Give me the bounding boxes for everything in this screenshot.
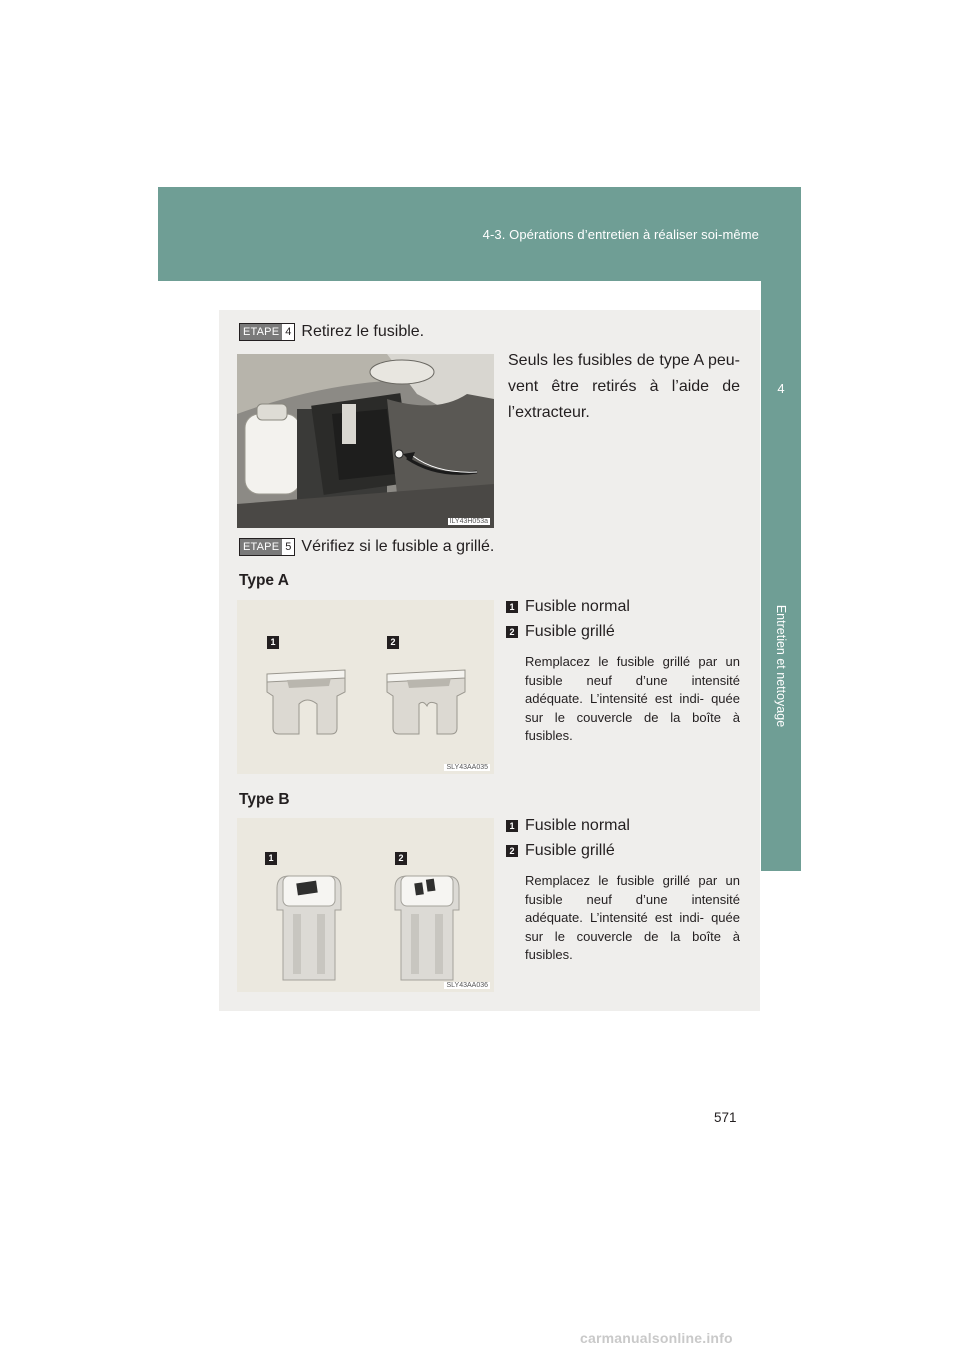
- engine-bay-photo: [237, 354, 494, 528]
- image-code: SLY43AA036: [446, 982, 488, 989]
- legend-number: 1: [506, 820, 518, 832]
- type-b-fuse-illustration: [237, 818, 494, 992]
- fuse-blown-graphic: [395, 876, 459, 980]
- legend-label: Fusible normal: [525, 816, 630, 834]
- chapter-side-tab: [761, 281, 801, 871]
- type-b-heading: Type B: [239, 791, 290, 808]
- figure-label: 1: [265, 852, 277, 865]
- fuse-normal-graphic: [277, 876, 341, 980]
- section-title: 4-3. Opérations d’entretien à réaliser soi-même: [482, 227, 759, 242]
- legend-number: 2: [506, 626, 518, 638]
- legend-item: [506, 838, 740, 863]
- chapter-number: 4: [777, 381, 785, 396]
- step-badge-label: ETAPE: [240, 324, 282, 340]
- type-a-fuse-figure: [237, 600, 494, 774]
- legend-item: [506, 619, 740, 644]
- step-badge-number: 4: [282, 324, 294, 340]
- type-a-heading: Type A: [239, 572, 289, 589]
- step-badge: [239, 323, 295, 341]
- step-5: [239, 538, 494, 556]
- chapter-label: Entretien et nettoyage: [774, 604, 788, 728]
- legend-note: Remplacez le fusible grillé par un fusible neuf d’une intensité adéquate. L’intensité est indi- quée sur le couvercle de la boîte à fusibles.: [525, 654, 740, 743]
- type-a-fuse-illustration: [237, 600, 494, 774]
- step-badge: [239, 538, 295, 556]
- header-band: [158, 187, 801, 281]
- image-code: SLY43AA035: [446, 764, 488, 771]
- legend-label: Fusible grillé: [525, 841, 615, 859]
- step-badge-number: 5: [282, 539, 294, 555]
- type-a-legend: [506, 594, 740, 746]
- legend-number: 2: [506, 845, 518, 857]
- step-badge-label: ETAPE: [240, 539, 282, 555]
- type-b-legend: [506, 813, 740, 965]
- legend-item: [506, 813, 740, 838]
- step-4: [239, 323, 424, 341]
- legend-item: [506, 594, 740, 619]
- type-b-fuse-figure: [237, 818, 494, 992]
- content-panel: [219, 310, 760, 1011]
- step-text: Retirez le fusible.: [301, 323, 425, 340]
- figure-label: 2: [395, 852, 407, 865]
- legend-label: Fusible grillé: [525, 622, 615, 640]
- engine-bay-illustration: [237, 354, 494, 528]
- step-text: Vérifiez si le fusible a grillé.: [301, 538, 495, 555]
- image-code: ILY43H053a: [449, 518, 488, 525]
- step-4-description: Seuls les fusibles de type A peu- vent être retirés à l’aide de l’extracteur.: [508, 352, 740, 421]
- figure-label: 2: [387, 636, 399, 649]
- figure-label: 1: [267, 636, 279, 649]
- legend-number: 1: [506, 601, 518, 613]
- page-number: 571: [714, 1110, 737, 1125]
- legend-label: Fusible normal: [525, 597, 630, 615]
- watermark: carmanualsonline.info: [580, 1330, 733, 1346]
- legend-note: Remplacez le fusible grillé par un fusible neuf d’une intensité adéquate. L’intensité est indi- quée sur le couvercle de la boîte à fusibles.: [525, 873, 740, 962]
